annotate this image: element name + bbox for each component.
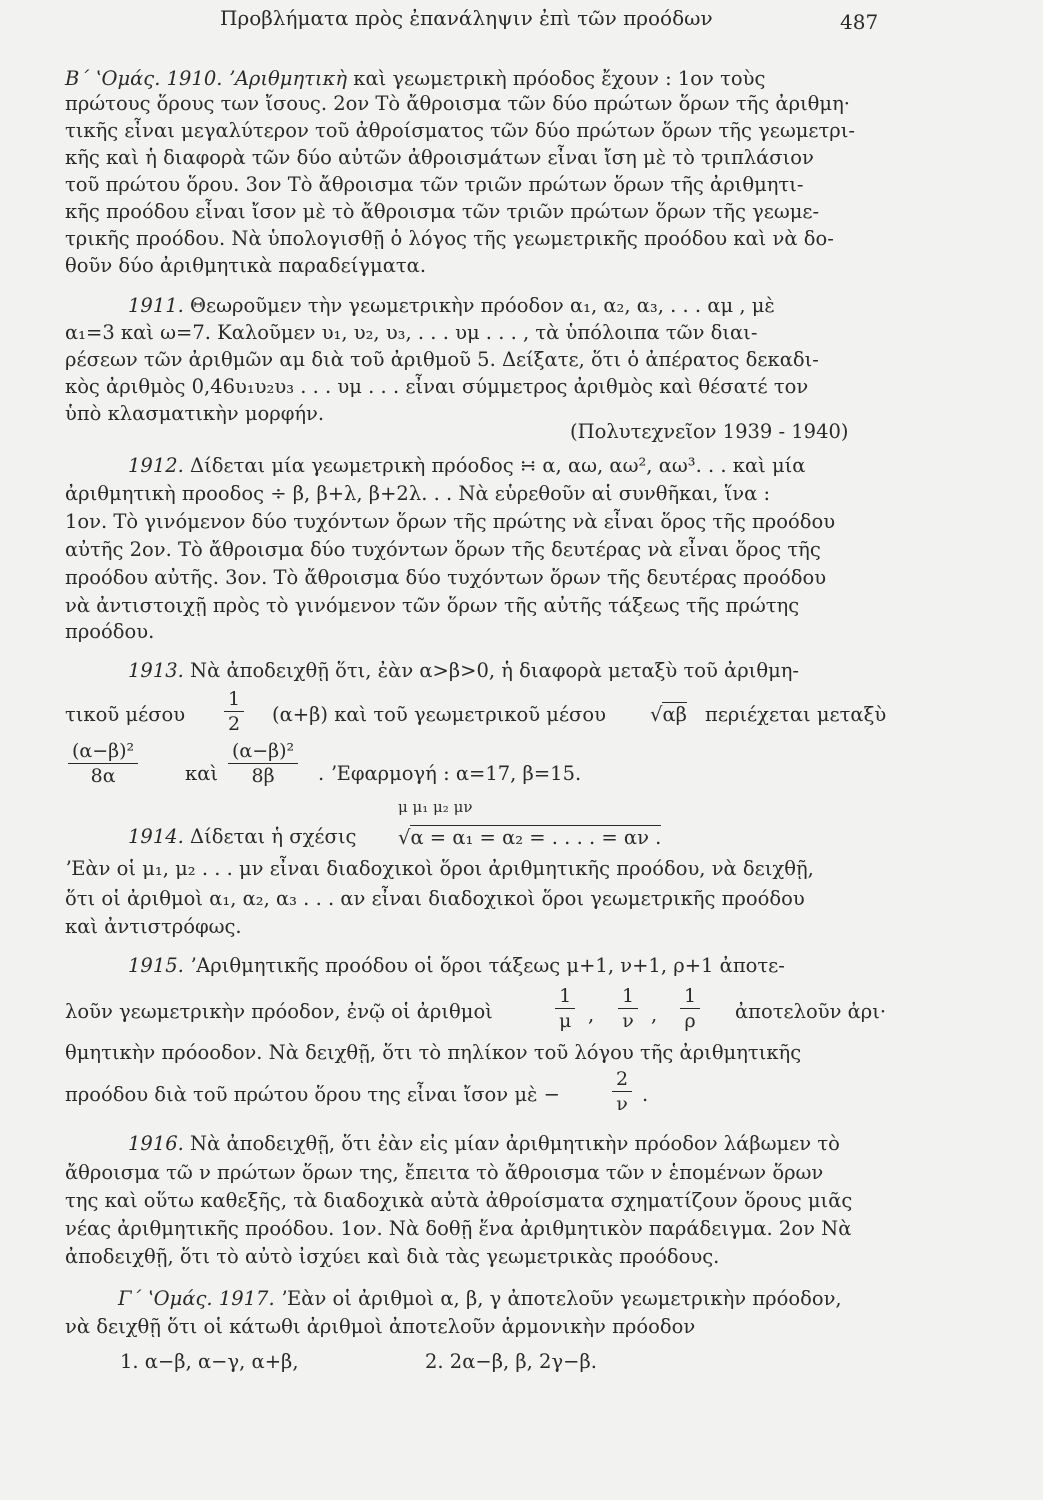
problem-1914-line-4: καὶ ἀντιστρόφως. xyxy=(65,915,242,938)
page-number: 487 xyxy=(840,10,879,34)
problem-1915-line-1: 1915. ʼΑριθμητικῆς προόδου οἱ ὅροι τάξεως μ+1, ν+1, ρ+1 ἀποτε- xyxy=(128,954,785,977)
problem-1916-line-1: 1916. Νὰ ἀποδειχθῇ, ὅτι ἐὰν εἰς μίαν ἀριθμητικὴν πρόοδον λάβωμεν τὸ xyxy=(128,1132,840,1155)
problem-1915-text-b2: ἀποτελοῦν ἀρι· xyxy=(735,1000,887,1023)
problem-1913-text-c1: καὶ xyxy=(185,762,219,785)
problem-1911-line-5: ὑπὸ κλασματικὴν μορφήν. xyxy=(65,402,325,425)
problem-1910-line-2: πρώτους ὅρους των ἴσους. 2ον Τὸ ἄθροισμα τῶν δύο πρώτων ὅρων τῆς ἀριθμη· xyxy=(65,92,850,115)
problem-1917-case-2: 2. 2α−β, β, 2γ−β. xyxy=(425,1350,597,1373)
fraction-one-half: 1 2 xyxy=(224,688,244,735)
problem-1914-equation: √α = α₁ = α₂ = . . . . = αν . xyxy=(398,826,662,849)
problem-1911-number: 1911. xyxy=(128,294,184,317)
problem-1915-text-d1: προόδου διὰ τοῦ πρώτου ὅρου της εἶναι ἴσον μὲ − xyxy=(65,1083,561,1106)
fraction-one-over-rho: 1 ρ xyxy=(680,985,700,1032)
problem-1910-line-5: τοῦ πρώτου ὅρου. 3ον Τὸ ἄθροισμα τῶν τριῶν πρώτων ὅρων τῆς ἀριθμητι- xyxy=(65,173,804,196)
problem-1912-line-3: 1ον. Τὸ γινόμενον δύο τυχόντων ὅρων τῆς πρώτης νὰ εἶναι ὅρος τῆς προόδου xyxy=(65,510,836,533)
problem-1910-line-8: θοῦν δύο ἀριθμητικὰ παραδείγματα. xyxy=(65,254,427,277)
problem-1911-line-3: ρέσεων τῶν ἀριθμῶν αμ διὰ τοῦ ἀριθμοῦ 5. Δείξατε, ὅτι ὁ ἀπέρατος δεκαδι- xyxy=(65,348,819,371)
sqrt-alpha-beta: √αβ xyxy=(650,703,687,726)
problem-1912-line-2: ἀριθμητικὴ προοδος ÷ β, β+λ, β+2λ. . . Νὰ εὑρεθοῦν αἱ συνθῆκαι, ἵνα : xyxy=(65,482,771,505)
problem-1911-line-2: α₁=3 καὶ ω=7. Καλοῦμεν υ₁, υ₂, υ₃, . . . υμ . . . , τὰ ὑπόλοιπα τῶν διαι- xyxy=(65,321,758,344)
problem-1912-number: 1912. xyxy=(128,454,184,477)
problem-1914-line-2: ʼΕὰν οἱ μ₁, μ₂ . . . μν εἶναι διαδοχικοὶ ὅροι ἀριθμητικῆς προόδου, νὰ δειχθῇ, xyxy=(65,857,814,880)
fraction-two-over-nu: 2 ν xyxy=(612,1068,632,1115)
problem-1912-line-1: 1912. Δίδεται μία γεωμετρικὴ πρόοδος ∺ α, αω, αω², αω³. . . καὶ μία xyxy=(128,454,806,477)
problem-1914-line-1: 1914. Δίδεται ἡ σχέσις xyxy=(128,825,357,848)
problem-1911-source: (Πολυτεχνεῖον 1939 - 1940) xyxy=(570,420,849,443)
fraction-diff-over-8a: (α−β)² 8α xyxy=(68,740,138,787)
problem-1910-line-6: κῆς προόδου εἶναι ἴσον μὲ τὸ ἄθροισμα τῶν τριῶν πρώτων ὅρων τῆς γεωμε- xyxy=(65,200,820,223)
problem-1913-text-b2: (α+β) καὶ τοῦ γεωμετρικοῦ μέσου xyxy=(272,703,606,726)
problem-1910-line-1: Β΄ ʽΟμάς. 1910. ʼΑριθμητικὴ καὶ γεωμετρικὴ πρόοδος ἔχουν : 1ον τοὺς xyxy=(65,67,766,90)
fraction-one-over-nu: 1 ν xyxy=(618,985,638,1032)
problem-1917-line-1: Γ΄ ʽΟμάς. 1917. ʼΕὰν οἱ ἀριθμοὶ α, β, γ ἀποτελοῦν γεωμετρικὴν πρόοδον, xyxy=(118,1287,842,1310)
problem-1913-number: 1913. xyxy=(128,659,184,682)
problem-1910-line-7: τρικῆς προόδου. Νὰ ὑπολογισθῇ ὁ λόγος τῆς γεωμετρικῆς προόδου καὶ νὰ δο- xyxy=(65,227,834,250)
problem-1914-line-3: ὅτι οἱ ἀριθμοὶ α₁, α₂, α₃ . . . αν εἶναι διαδοχικοὶ ὅροι γεωμετρικῆς προόδου xyxy=(65,887,805,910)
problem-1913-text-b1: τικοῦ μέσου xyxy=(65,703,186,726)
problem-1912-line-5: προόδου αὐτῆς. 3ον. Τὸ ἄθροισμα δύο τυχόντων ὅρων τῆς δευτέρας προόδου xyxy=(65,566,827,589)
problem-1913-line-1: 1913. Νὰ ἀποδειχθῇ ὅτι, ἐὰν α>β>0, ἡ διαφορὰ μεταξὺ τοῦ ἀριθμη- xyxy=(128,659,800,682)
running-header: Προβλήματα πρὸς ἐπανάληψιν ἐπὶ τῶν προόδων xyxy=(220,6,713,30)
problem-1913-text-b4: περιέχεται μεταξὺ xyxy=(705,703,887,726)
problem-1917-line-2: νὰ δειχθῇ ὅτι οἱ κάτωθι ἀριθμοὶ ἀποτελοῦν ἁρμονικὴν πρόοδον xyxy=(65,1315,696,1338)
problem-1915-text-b1: λοῦν γεωμετρικὴν πρόοδον, ἐνῷ οἱ ἀριθμοὶ xyxy=(65,1000,493,1023)
problem-1916-line-2: ἄθροισμα τῶ ν πρώτων ὅρων της, ἔπειτα τὸ ἄθροισμα τῶν ν ἑπομένων ὅρων xyxy=(65,1161,824,1184)
problem-1917-label: Γ΄ ʽΟμάς. 1917. xyxy=(118,1287,275,1310)
problem-1911-line-1: 1911. Θεωροῦμεν τὴν γεωμετρικὴν πρόοδον α₁, α₂, α₃, . . . αμ , μὲ xyxy=(128,294,775,317)
problem-1910-line-4: κῆς καὶ ἡ διαφορὰ τῶν δύο αὐτῶν ἀθροισμάτων εἶναι ἴση μὲ τὸ τριπλάσιον xyxy=(65,146,814,169)
problem-1916-line-3: της καὶ οὕτω καθεξῆς, τὰ διαδοχικὰ αὐτὰ ἀθροίσματα σχηματίζουν ὅρους μιᾶς xyxy=(65,1189,853,1212)
problem-1914-root-indices: μ μ₁ μ₂ μν xyxy=(398,798,473,816)
problem-1915-number: 1915. xyxy=(128,954,184,977)
problem-1913-text-c2: . ʼΕφαρμογή : α=17, β=15. xyxy=(318,762,582,785)
problem-1912-line-6: νὰ ἀντιστοιχῇ πρὸς τὸ γινόμενον τῶν ὅρων τῆς αὐτῆς τάξεως τῆς πρώτης xyxy=(65,594,800,617)
fraction-diff-over-8b: (α−β)² 8β xyxy=(228,740,298,787)
fraction-one-over-mu: 1 μ xyxy=(555,985,575,1032)
problem-1910-label: Β΄ ʽΟμάς. 1910. ʼΑριθμητικὴ xyxy=(65,67,348,90)
problem-1916-number: 1916. xyxy=(128,1132,184,1155)
problem-1916-line-4: νέας ἀριθμητικῆς προόδου. 1ον. Νὰ δοθῇ ἕνα ἀριθμητικὸν παράδειγμα. 2ον Νὰ xyxy=(65,1217,852,1240)
problem-1912-line-4: αὐτῆς 2ον. Τὸ ἄθροισμα δύο τυχόντων ὅρων τῆς δευτέρας νὰ εἶναι ὅρος τῆς xyxy=(65,538,821,561)
problem-1910-line-3: τικῆς εἶναι μεγαλύτερον τοῦ ἀθροίσματος τῶν δύο πρώτων ὅρων τῆς γεωμετρι- xyxy=(65,119,855,142)
problem-1917-case-1: 1. α−β, α−γ, α+β, xyxy=(120,1350,299,1373)
problem-1916-line-5: ἀποδειχθῇ, ὅτι τὸ αὐτὸ ἰσχύει καὶ διὰ τὰς γεωμετρικὰς προόδους. xyxy=(65,1245,720,1268)
problem-1914-number: 1914. xyxy=(128,825,184,848)
problem-1912-line-7: προόδου. xyxy=(65,620,155,643)
problem-1915-line-3: θμητικὴν πρόοοδον. Νὰ δειχθῇ, ὅτι τὸ πηλίκον τοῦ λόγου τῆς ἀριθμητικῆς xyxy=(65,1041,802,1064)
problem-1911-line-4: κὸς ἀριθμὸς 0,46υ₁υ₂υ₃ . . . υμ . . . εἶναι σύμμετρος ἀριθμὸς καὶ θέσατέ τον xyxy=(65,375,809,398)
